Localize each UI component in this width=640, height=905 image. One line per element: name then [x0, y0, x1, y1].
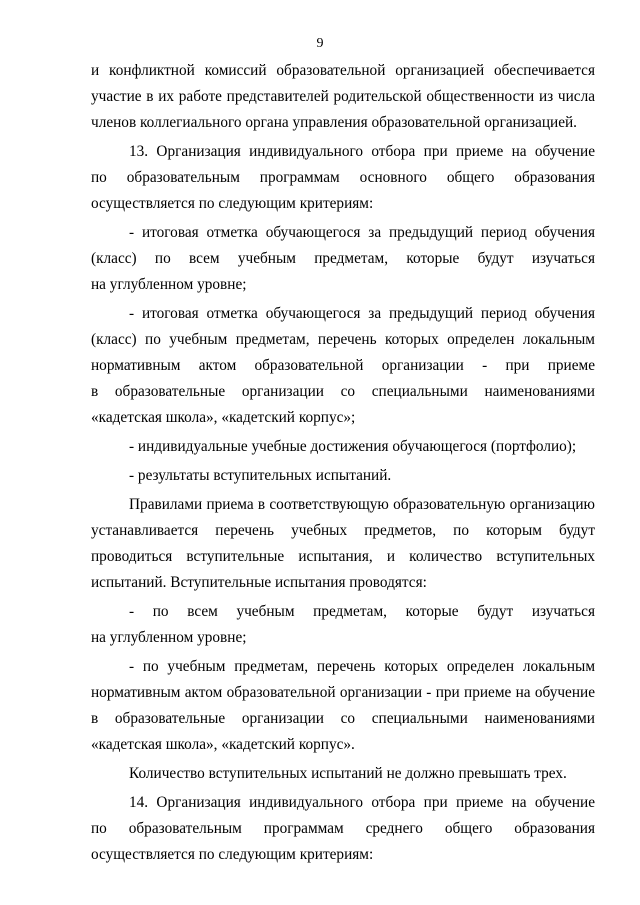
text-line: испытаний. Вступительные испытания проводятся: [91, 574, 427, 591]
text-line: по образовательным программам основного общего образования [91, 169, 595, 186]
text-line: - итоговая отметка обучающегося за предыдущий период обучения [129, 224, 595, 241]
paragraph [91, 139, 595, 217]
text-line: осуществляется по следующим критериям: [91, 195, 374, 212]
document-body [91, 58, 595, 868]
text-line: членов коллегиального органа управления образовательной организацией. [91, 114, 578, 131]
paragraph [91, 220, 595, 298]
text-line: нормативным актом образовательной организации - при приеме [91, 357, 595, 374]
text-line: - итоговая отметка обучающегося за предыдущий период обучения [129, 305, 595, 322]
text-line: - результаты вступительных испытаний. [129, 467, 392, 484]
text-line: нормативным актом образовательной организации - при приеме на обучение [91, 684, 595, 701]
text-line: устанавливается перечень учебных предметов, по которым будут [91, 522, 595, 539]
text-line: проводиться вступительные испытания, и количество вступительных [91, 548, 595, 565]
text-line: - по учебным предметам, перечень которых определен локальным [129, 658, 595, 675]
text-line: Количество вступительных испытаний не должно превышать трех. [129, 765, 567, 782]
paragraph [91, 463, 595, 489]
text-line: осуществляется по следующим критериям: [91, 846, 374, 863]
text-line: (класс) по всем учебным предметам, которые будут изучаться [91, 250, 595, 267]
text-line: в образовательные организации со специальными наименованиями [91, 383, 595, 400]
text-line: «кадетская школа», «кадетский корпус»; [91, 409, 356, 426]
paragraph [91, 790, 595, 868]
page-number: 9 [316, 36, 324, 51]
text-line: на углубленном уровне; [91, 629, 247, 646]
text-line: 13. Организация индивидуального отбора при приеме на обучение [129, 143, 595, 160]
paragraph [91, 58, 595, 136]
text-line: - индивидуальные учебные достижения обучающегося (портфолио); [129, 438, 577, 455]
paragraph [91, 761, 595, 787]
text-line: - по всем учебным предметам, которые будут изучаться [129, 603, 595, 620]
paragraph [91, 654, 595, 758]
text-line: Правилами приема в соответствующую образовательную организацию [129, 496, 595, 513]
paragraph [91, 434, 595, 460]
text-line: (класс) по учебным предметам, перечень которых определен локальным [91, 331, 595, 348]
text-line: по образовательным программам среднего общего образования [91, 820, 595, 837]
text-line: на углубленном уровне; [91, 276, 247, 293]
paragraph [91, 599, 595, 651]
paragraph [91, 492, 595, 596]
text-line: «кадетская школа», «кадетский корпус». [91, 736, 355, 753]
text-line: участие в их работе представителей родительской общественности из числа [91, 88, 595, 105]
text-line: и конфликтной комиссий образовательной организацией обеспечивается [91, 62, 595, 79]
paragraph [91, 301, 595, 431]
text-line: 14. Организация индивидуального отбора при приеме на обучение [129, 794, 595, 811]
text-line: в образовательные организации со специальными наименованиями [91, 710, 595, 727]
